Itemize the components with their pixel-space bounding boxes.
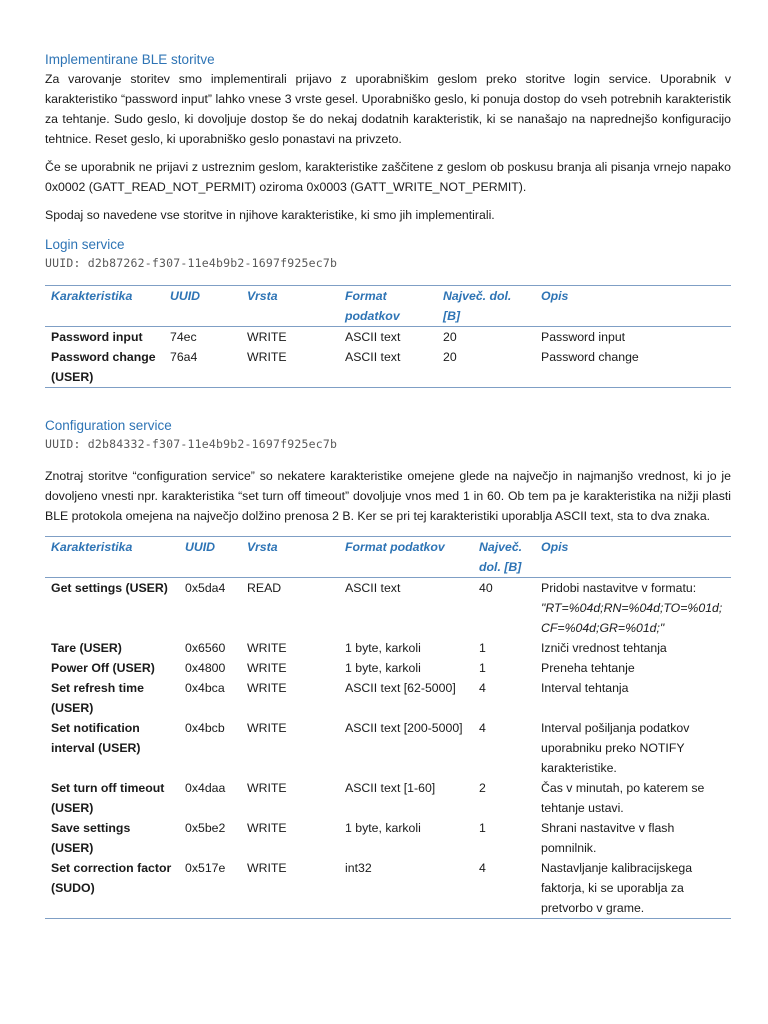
cell-description [535,658,731,678]
cell-name [45,858,179,919]
cell-description [535,578,731,639]
config-service-table [45,536,731,919]
cell-uuid-text: 0x4bca [185,681,225,695]
cell-uuid-text: 0x6560 [185,641,226,655]
header-karakteristika: Karakteristika [45,286,164,327]
intro-paragraph-3: Spodaj so navedene vse storitve in njihove karakteristike, ki smo jih implementirali. [45,208,495,222]
cell-uuid-text: 0x5be2 [185,821,226,835]
intro-paragraph-2: Če se uporabnik ne prijavi z ustreznim geslom, karakteristike zaščitene z geslom ob poskusu branja ali pisanja vrnejo napako 0x0002 (GATT_READ_NOT_PERMIT) oziroma 0x0003 (GATT_WRITE_NOT_PERMIT). [45,160,731,194]
cell-name-text: Get settings (USER) [51,581,168,595]
header-uuid: UUID [179,537,241,578]
cell-type: WRITE [247,330,287,344]
cell-format: ASCII text [339,347,437,388]
table-header-row [45,537,731,578]
table-row [45,778,731,818]
table-row [45,347,731,388]
cell-type-text: WRITE [247,721,287,735]
cell-type-text: WRITE [247,661,287,675]
cell-uuid-text: 0x4800 [185,661,226,675]
cell-length: 20 [443,330,457,344]
header-vrsta: Vrsta [241,537,339,578]
cell-name [45,658,179,678]
cell-type-text: WRITE [247,641,287,655]
cell-name-text: Save settings (USER) [51,821,131,855]
header-length: Največ. dol. [B] [473,537,535,578]
cell-uuid [179,858,241,919]
cell-description [535,818,731,858]
cell-description-text: Nastavljanje kalibracijskega faktorja, ki se uporablja za pretvorbo v grame. [541,861,693,915]
cell-name-text: Tare (USER) [51,641,122,655]
cell-description-text: Interval pošiljanja podatkov uporabniku preko NOTIFY karakteristike. [541,721,690,775]
cell-name-text: Set notification interval (USER) [51,721,141,755]
cell-format-text: ASCII text [345,581,401,595]
header-length: Največ. dol. [B] [437,286,535,327]
cell-description: Password change [535,347,731,388]
header-uuid: UUID [164,286,241,327]
header-format: Format podatkov [339,537,473,578]
cell-description [535,778,731,818]
cell-length [473,778,535,818]
table-header-row [45,286,731,327]
cell-description [535,638,731,658]
cell-description-text: Pridobi nastavitve v formatu: [541,581,697,595]
cell-description-text: Čas v minutah, po katerem se tehtanje ustavi. [541,781,705,815]
cell-name: Password change (USER) [45,347,164,388]
table-row [45,658,731,678]
cell-name [45,678,179,718]
cell-uuid [179,818,241,858]
cell-name [45,718,179,778]
cell-type-text: WRITE [247,781,287,795]
cell-type [241,718,339,778]
table-row [45,818,731,858]
format-string: "RT=%04d;RN=%04d;TO=%01d; CF=%04d;GR=%01d;" [541,601,723,635]
cell-uuid [179,578,241,639]
cell-length-text: 4 [479,861,486,875]
cell-description-text: Interval tehtanja [541,681,629,695]
cell-uuid: 76a4 [164,347,241,388]
cell-description [535,858,731,919]
cell-format [339,818,473,858]
cell-uuid [179,638,241,658]
config-service-uuid: UUID: d2b84332-f307-11e4b9b2-1697f925ec7b [45,437,338,451]
config-description: Znotraj storitve “configuration service” so nekatere karakteristike omejene glede na največjo in najmanjšo vrednost, ki jo je dovoljeno vnesti npr. karakteristika “set turn off timeout” dovoljuje vnos med 1 in 60. Ob tem pa je karakteristika na nižji plasti BLE protokola omejena na največjo dolžino prenosa 2 B. Ker se pri tej karakteristiki uporablja ASCII text, sta to dva znaka. [45,469,731,523]
cell-type-text: WRITE [247,861,287,875]
cell-name [45,578,179,639]
header-karakteristika: Karakteristika [45,537,179,578]
cell-uuid [179,678,241,718]
table-row [45,327,731,348]
cell-name [45,638,179,658]
cell-length-text: 4 [479,721,486,735]
table-row [45,718,731,778]
cell-name-text: Set refresh time (USER) [51,681,144,715]
cell-description [535,678,731,718]
section-title: Implementirane BLE storitve [45,52,215,67]
cell-uuid [179,658,241,678]
cell-name-text: Set turn off timeout (USER) [51,781,165,815]
login-service-uuid: UUID: d2b87262-f307-11e4b9b2-1697f925ec7b [45,256,338,270]
cell-type [241,658,339,678]
cell-format-text: ASCII text [200-5000] [345,721,463,735]
cell-name-text: Power Off (USER) [51,661,155,675]
login-service-title: Login service [45,237,125,252]
cell-length [473,658,535,678]
document-page [45,50,731,919]
cell-format [339,678,473,718]
cell-type-text: WRITE [247,681,287,695]
cell-type [241,778,339,818]
cell-description: Password input [541,330,626,344]
cell-uuid-text: 0x4daa [185,781,226,795]
cell-uuid-text: 0x4bcb [185,721,225,735]
cell-format-text: 1 byte, karkoli [345,821,421,835]
cell-type-text: READ [247,581,282,595]
cell-length [473,578,535,639]
cell-format-text: ASCII text [1-60] [345,781,436,795]
cell-length [473,638,535,658]
cell-type [241,858,339,919]
cell-description [535,718,731,778]
cell-uuid: 74ec [170,330,197,344]
cell-length-text: 1 [479,641,486,655]
cell-format [339,638,473,658]
cell-format [339,578,473,639]
table-row [45,858,731,919]
cell-format-text: ASCII text [62-5000] [345,681,456,695]
config-service-title: Configuration service [45,418,172,433]
cell-name-text: Set correction factor (SUDO) [51,861,172,895]
cell-description-text: Izniči vrednost tehtanja [541,641,667,655]
cell-length [473,678,535,718]
cell-uuid-text: 0x517e [185,861,226,875]
cell-name [45,818,179,858]
cell-type-text: WRITE [247,821,287,835]
cell-uuid [179,718,241,778]
cell-format [339,858,473,919]
cell-description-text: Preneha tehtanje [541,661,635,675]
cell-length-text: 2 [479,781,486,795]
cell-format [339,658,473,678]
cell-format-text: int32 [345,861,372,875]
cell-uuid-text: 0x5da4 [185,581,226,595]
cell-description-text: Shrani nastavitve v flash pomnilnik. [541,821,675,855]
cell-length-text: 1 [479,821,486,835]
cell-type [241,678,339,718]
cell-length-text: 1 [479,661,486,675]
cell-length: 20 [437,347,535,388]
table-row [45,678,731,718]
cell-type: WRITE [241,347,339,388]
cell-format-text: 1 byte, karkoli [345,661,421,675]
cell-name: Password input [51,330,143,344]
cell-type [241,578,339,639]
cell-format: ASCII text [345,330,401,344]
header-opis: Opis [535,286,731,327]
header-vrsta: Vrsta [241,286,339,327]
cell-format-text: 1 byte, karkoli [345,641,421,655]
table-row [45,638,731,658]
cell-type [241,818,339,858]
cell-length [473,818,535,858]
cell-format [339,718,473,778]
cell-name [45,778,179,818]
login-service-table [45,285,731,388]
cell-type [241,638,339,658]
table-row [45,578,731,639]
intro-paragraph-1: Za varovanje storitev smo implementirali prijavo z uporabniškim geslom preko storitve login service. Uporabnik v karakteristiko “password input” lahko vnese 3 vrste gesel. Uporabniško geslo, ki ponuja dostop do vseh potrebnih karakteristik za tehtanje. Sudo geslo, ki dovoljuje dostop še do nekaj dodatnih karakteristik, ki se nanašajo na naprednejšo konfiguracijo tehtnice. Reset geslo, ki uporabniško geslo ponastavi na privzeto. [45,72,731,146]
cell-uuid [179,778,241,818]
header-opis: Opis [535,537,731,578]
cell-format [339,778,473,818]
cell-length-text: 4 [479,681,486,695]
cell-length [473,858,535,919]
cell-length-text: 40 [479,581,493,595]
cell-length [473,718,535,778]
header-format: Format podatkov [339,286,437,327]
